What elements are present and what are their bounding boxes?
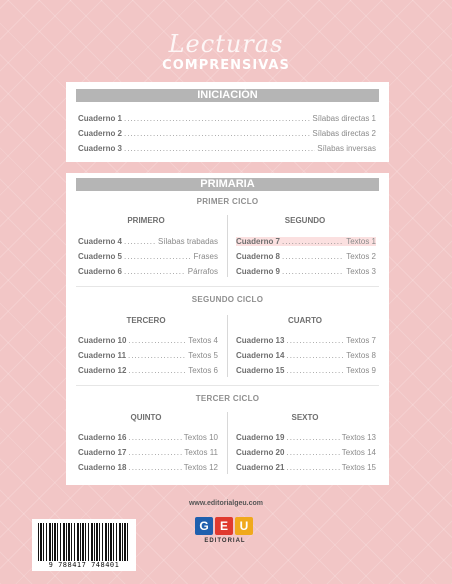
list-item xyxy=(236,351,376,360)
item-label: Cuaderno 15 xyxy=(236,366,285,375)
column-title: SEXTO xyxy=(291,413,319,422)
list-item xyxy=(78,351,218,360)
leader-dots xyxy=(124,144,315,153)
section-divider xyxy=(76,385,379,386)
cover-title-sub: COMPRENSIVAS xyxy=(162,58,290,73)
item-desc: Textos 9 xyxy=(346,366,376,375)
item-desc: Textos 6 xyxy=(188,366,218,375)
leader-dots xyxy=(286,463,339,472)
leader-dots xyxy=(128,448,182,457)
leader-dots xyxy=(128,336,186,345)
item-desc: Sílabas trabadas xyxy=(157,237,218,246)
list-item xyxy=(78,448,218,457)
item-desc: Textos 13 xyxy=(341,433,376,442)
item-label: Cuaderno 17 xyxy=(78,448,127,457)
cycle-title: TERCER CICLO xyxy=(195,394,260,403)
item-label: Cuaderno 4 xyxy=(78,237,123,246)
logo-letter-u: U xyxy=(235,517,253,535)
leader-dots xyxy=(128,433,181,442)
column-divider xyxy=(227,412,228,474)
item-desc: Textos 8 xyxy=(346,351,376,360)
item-label: Cuaderno 14 xyxy=(236,351,285,360)
column-title: SEGUNDO xyxy=(284,216,326,225)
leader-dots xyxy=(282,267,344,276)
leader-dots xyxy=(124,129,310,138)
item-label: Cuaderno 21 xyxy=(236,463,285,472)
leader-dots xyxy=(124,252,192,261)
column-divider xyxy=(227,315,228,377)
item-label: Cuaderno 5 xyxy=(78,252,123,261)
list-item xyxy=(236,267,376,276)
cycle-title: PRIMER CICLO xyxy=(196,197,259,206)
leader-dots xyxy=(282,252,344,261)
leader-dots xyxy=(282,237,344,246)
list-item xyxy=(78,463,218,472)
column-title: CUARTO xyxy=(287,316,323,325)
primaria-panel xyxy=(66,173,389,485)
list-item xyxy=(78,237,218,246)
list-item xyxy=(78,114,376,123)
list-item xyxy=(236,336,376,345)
item-desc: Sílabas directas 1 xyxy=(312,114,376,123)
barcode-bars xyxy=(38,523,130,561)
list-item xyxy=(78,144,376,153)
list-item xyxy=(236,463,376,472)
list-item xyxy=(78,267,218,276)
leader-dots xyxy=(286,433,339,442)
list-item xyxy=(78,366,218,375)
barcode-number: 9 788417 748401 xyxy=(48,561,120,569)
list-item xyxy=(236,366,376,375)
item-label: Cuaderno 7 xyxy=(236,237,281,246)
barcode xyxy=(32,519,136,571)
item-desc: Textos 12 xyxy=(183,463,218,472)
list-item-highlighted xyxy=(236,237,376,246)
item-desc: Textos 1 xyxy=(346,237,376,246)
leader-dots xyxy=(124,237,156,246)
cover-title-script: Lecturas xyxy=(168,30,284,58)
list-item xyxy=(78,336,218,345)
item-desc: Textos 4 xyxy=(188,336,218,345)
leader-dots xyxy=(128,351,186,360)
list-item xyxy=(78,433,218,442)
leader-dots xyxy=(124,267,186,276)
cycle-title: SEGUNDO CICLO xyxy=(191,295,264,304)
item-label: Cuaderno 13 xyxy=(236,336,285,345)
logo-letter-e: E xyxy=(215,517,233,535)
website-link[interactable]: www.editorialgeu.com xyxy=(188,500,264,507)
leader-dots xyxy=(286,448,339,457)
item-desc: Textos 14 xyxy=(341,448,376,457)
list-item xyxy=(236,433,376,442)
iniciacion-header: INICIACIÓN xyxy=(76,89,379,102)
item-label: Cuaderno 11 xyxy=(78,351,127,360)
column-divider xyxy=(227,215,228,277)
item-label: Cuaderno 18 xyxy=(78,463,127,472)
item-label: Cuaderno 1 xyxy=(78,114,123,123)
item-desc: Textos 15 xyxy=(341,463,376,472)
section-divider xyxy=(76,286,379,287)
item-label: Cuaderno 16 xyxy=(78,433,127,442)
item-desc: Textos 11 xyxy=(184,448,218,457)
item-label: Cuaderno 2 xyxy=(78,129,123,138)
item-desc: Textos 3 xyxy=(346,267,376,276)
publisher-name: EDITORIAL xyxy=(204,538,246,544)
item-desc: Sílabas directas 2 xyxy=(312,129,376,138)
iniciacion-panel xyxy=(66,82,389,162)
leader-dots xyxy=(286,336,344,345)
leader-dots xyxy=(286,351,344,360)
item-label: Cuaderno 19 xyxy=(236,433,285,442)
list-item xyxy=(236,448,376,457)
primaria-header: PRIMARIA xyxy=(76,178,379,191)
item-desc: Textos 10 xyxy=(183,433,218,442)
item-desc: Párrafos xyxy=(187,267,218,276)
item-label: Cuaderno 8 xyxy=(236,252,281,261)
item-label: Cuaderno 3 xyxy=(78,144,123,153)
item-desc: Textos 2 xyxy=(346,252,376,261)
leader-dots xyxy=(128,366,186,375)
item-desc: Textos 5 xyxy=(188,351,218,360)
item-desc: Sílabas inversas xyxy=(317,144,376,153)
item-label: Cuaderno 12 xyxy=(78,366,127,375)
item-desc: Textos 7 xyxy=(346,336,376,345)
item-desc: Frases xyxy=(193,252,218,261)
item-label: Cuaderno 9 xyxy=(236,267,281,276)
item-label: Cuaderno 10 xyxy=(78,336,127,345)
publisher-logo xyxy=(195,517,253,535)
leader-dots xyxy=(286,366,344,375)
item-label: Cuaderno 6 xyxy=(78,267,123,276)
column-title: QUINTO xyxy=(130,413,162,422)
list-item xyxy=(78,252,218,261)
list-item xyxy=(236,252,376,261)
logo-letter-g: G xyxy=(195,517,213,535)
leader-dots xyxy=(124,114,310,123)
leader-dots xyxy=(128,463,181,472)
list-item xyxy=(78,129,376,138)
column-title: TERCERO xyxy=(126,316,166,325)
item-label: Cuaderno 20 xyxy=(236,448,285,457)
column-title: PRIMERO xyxy=(127,216,165,225)
